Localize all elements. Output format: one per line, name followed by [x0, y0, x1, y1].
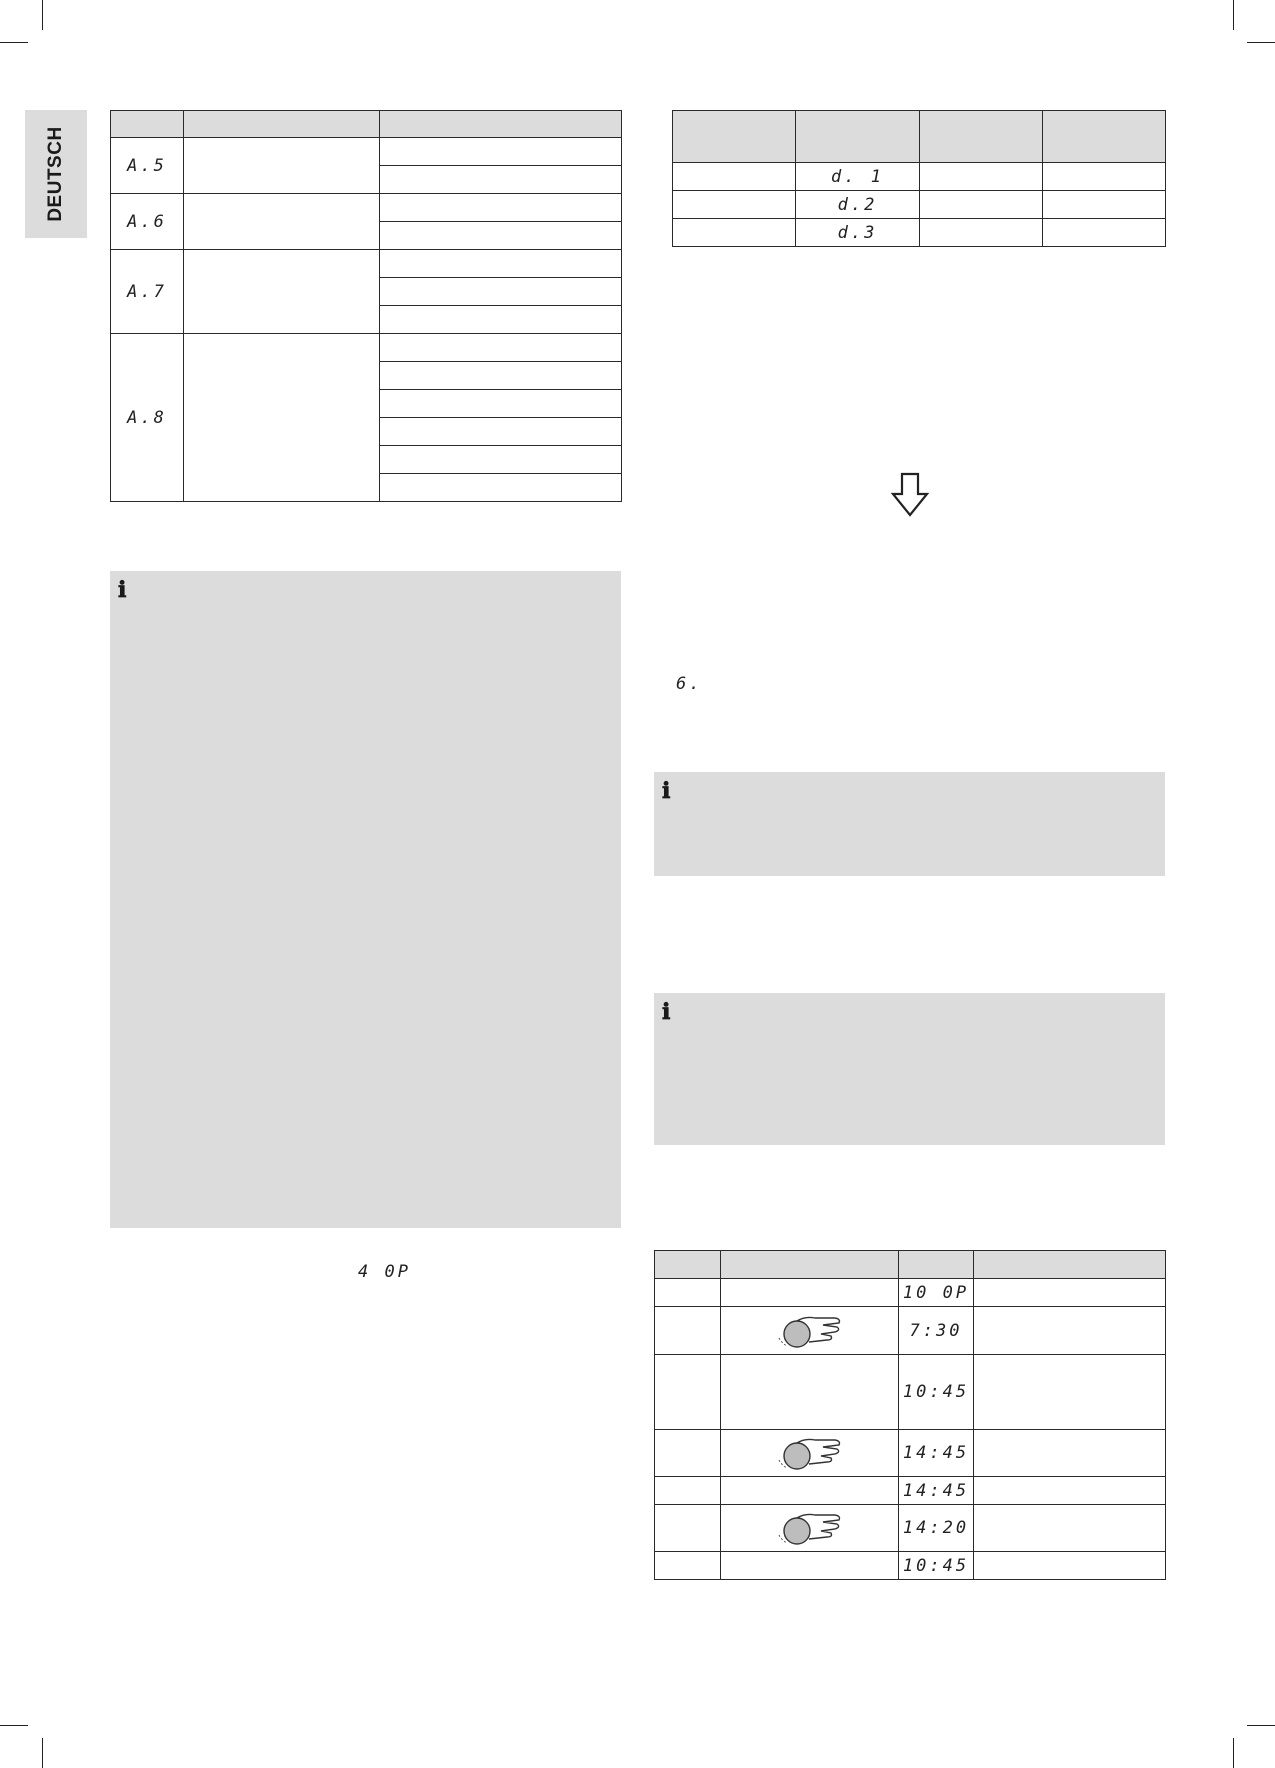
- time-display-cell: 10:45: [899, 1552, 974, 1580]
- time-display-cell: 14:45: [899, 1477, 974, 1505]
- code-cell: A.5: [111, 138, 184, 194]
- table-cell: [184, 138, 380, 194]
- table-cell: [974, 1505, 1166, 1552]
- code-cell: A.8: [111, 334, 184, 502]
- crop-mark: [42, 1738, 43, 1768]
- crop-mark: [1233, 0, 1234, 30]
- table-cell: [380, 138, 622, 166]
- time-display-cell: 14:20: [899, 1505, 974, 1552]
- table-cell: [673, 163, 796, 191]
- table-cell: [380, 474, 622, 502]
- table-cell: [380, 166, 622, 194]
- table-header-cell: [1043, 111, 1166, 163]
- code-cell: A.7: [111, 250, 184, 334]
- time-display-cell: 10 0P: [899, 1279, 974, 1307]
- info-box: [110, 571, 621, 1228]
- table-header-cell: [673, 111, 796, 163]
- table-cell: [673, 191, 796, 219]
- table-cell: [380, 250, 622, 278]
- table-cell: [184, 334, 380, 502]
- table-cell: [380, 418, 622, 446]
- info-box: [654, 772, 1165, 876]
- table-cell: [655, 1430, 721, 1477]
- rotary-knob-icon: [775, 1509, 845, 1547]
- table-cell: [655, 1279, 721, 1307]
- table-header-cell: [655, 1251, 721, 1279]
- code-cell: A.6: [111, 194, 184, 250]
- table-header-cell: [920, 111, 1043, 163]
- table-cell: [974, 1477, 1166, 1505]
- info-icon: ℹ: [662, 778, 671, 804]
- table-cell: [655, 1552, 721, 1580]
- knob-cell: [721, 1430, 899, 1477]
- table-header-cell: [796, 111, 920, 163]
- table-cell: [721, 1355, 899, 1430]
- info-icon: ℹ: [662, 999, 671, 1025]
- table-cell: [380, 194, 622, 222]
- table-cell: [920, 219, 1043, 247]
- table-header-cell: [380, 111, 622, 138]
- table-program-codes: [110, 110, 622, 502]
- table-header-cell: [899, 1251, 974, 1279]
- info-icon: ℹ: [118, 577, 127, 603]
- table-cell: [380, 222, 622, 250]
- table-cell: [1043, 219, 1166, 247]
- table-cell: [1043, 163, 1166, 191]
- knob-cell: [721, 1505, 899, 1552]
- crop-mark: [1233, 1738, 1234, 1768]
- table-cell: [721, 1477, 899, 1505]
- table-cell: [974, 1307, 1166, 1355]
- table-cell: [380, 278, 622, 306]
- table-cell: [380, 334, 622, 362]
- crop-mark: [42, 0, 43, 30]
- table-cell: [974, 1552, 1166, 1580]
- table-header-cell: [721, 1251, 899, 1279]
- time-display-cell: 14:45: [899, 1430, 974, 1477]
- arrow-down-icon: [890, 472, 930, 518]
- table-cell: [920, 163, 1043, 191]
- time-display-cell: 10:45: [899, 1355, 974, 1430]
- code-cell: d.2: [796, 191, 920, 219]
- table-cell: [920, 191, 1043, 219]
- code-cell: d.3: [796, 219, 920, 247]
- table-cell: [655, 1307, 721, 1355]
- table-cell: [721, 1279, 899, 1307]
- table-cell: [974, 1430, 1166, 1477]
- table-cell: [673, 219, 796, 247]
- crop-mark: [0, 42, 28, 43]
- table-cell: [655, 1477, 721, 1505]
- table-cell: [380, 390, 622, 418]
- table-cell: [655, 1355, 721, 1430]
- table-cell: [974, 1279, 1166, 1307]
- table-cell: [380, 362, 622, 390]
- table-time-setting: [654, 1250, 1166, 1580]
- table-cell: [184, 194, 380, 250]
- table-cell: [184, 250, 380, 334]
- language-tab: [25, 110, 87, 238]
- table-cell: [974, 1355, 1166, 1430]
- crop-mark: [1247, 1725, 1275, 1726]
- table-cell: [655, 1505, 721, 1552]
- table-header-cell: [184, 111, 380, 138]
- display-readout: 4 0P: [358, 1262, 411, 1282]
- table-cell: [380, 446, 622, 474]
- rotary-knob-icon: [775, 1312, 845, 1350]
- crop-mark: [0, 1725, 28, 1726]
- code-cell: d. 1: [796, 163, 920, 191]
- table-degree-codes: [672, 110, 1166, 247]
- table-header-cell: [974, 1251, 1166, 1279]
- knob-cell: [721, 1307, 899, 1355]
- time-display-cell: 7:30: [899, 1307, 974, 1355]
- table-cell: [721, 1552, 899, 1580]
- table-cell: [380, 306, 622, 334]
- crop-mark: [1247, 42, 1275, 43]
- table-header-cell: [111, 111, 184, 138]
- language-tab-label: DEUTSCH: [45, 126, 66, 222]
- info-box: [654, 993, 1165, 1145]
- rotary-knob-icon: [775, 1434, 845, 1472]
- table-cell: [1043, 191, 1166, 219]
- display-readout: 6.: [676, 674, 703, 694]
